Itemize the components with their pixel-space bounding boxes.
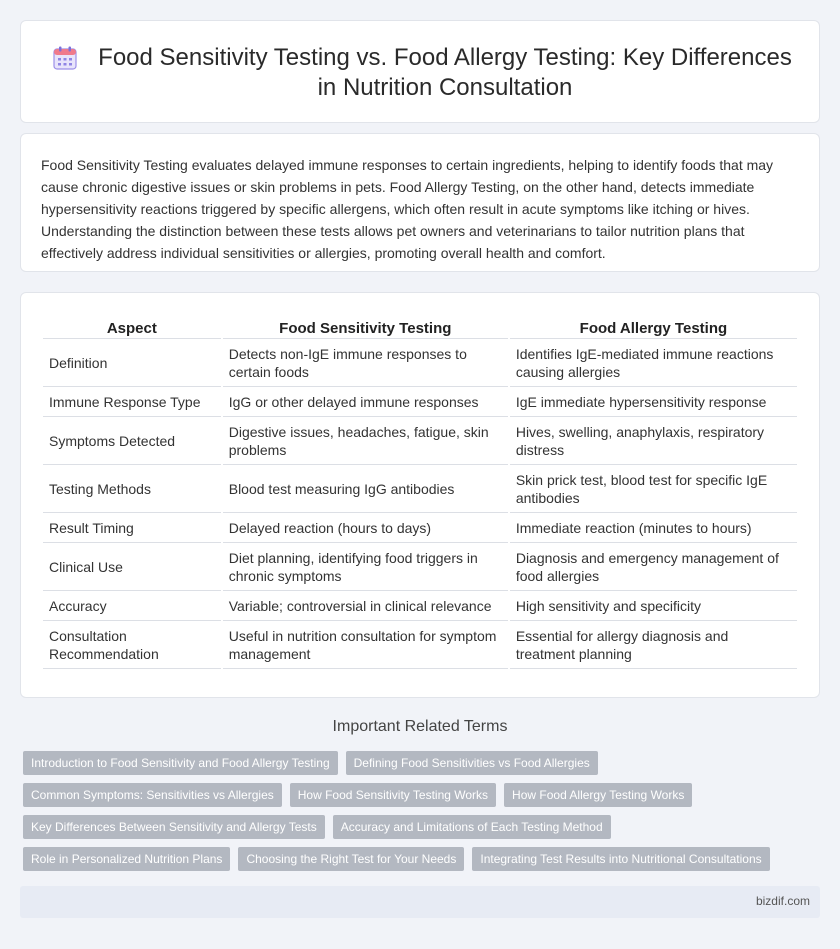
related-term-tag[interactable]: Defining Food Sensitivities vs Food Allergies [346, 751, 598, 775]
related-term-tag[interactable]: Role in Personalized Nutrition Plans [23, 847, 230, 871]
table-cell: Accuracy [43, 591, 221, 621]
related-term-tag[interactable]: Accuracy and Limitations of Each Testing Method [333, 815, 611, 839]
table-row [43, 621, 797, 669]
site-name[interactable]: bizdif.com [755, 894, 810, 908]
table-cell: Immune Response Type [43, 387, 221, 417]
intro-card [20, 133, 820, 272]
column-header-sensitivity: Food Sensitivity Testing [223, 315, 508, 339]
table-cell: Detects non-IgE immune responses to certain foods [223, 339, 508, 387]
table-cell: Consultation Recommendation [43, 621, 221, 669]
related-term-tag[interactable]: Common Symptoms: Sensitivities vs Allergies [23, 783, 282, 807]
header-card [20, 20, 820, 123]
table-cell: Diet planning, identifying food triggers in chronic symptoms [223, 543, 508, 591]
table-row [43, 417, 797, 465]
table-row [43, 465, 797, 513]
table-cell: IgG or other delayed immune responses [223, 387, 508, 417]
related-term-tag[interactable]: How Food Allergy Testing Works [504, 783, 692, 807]
intro-text: Food Sensitivity Testing evaluates delayed immune responses to certain ingredients, helping to identify foods that may cause chronic digestive issues or skin problems in pets. Food Allergy Testing, on the other hand, detects immediate hypersensitivity reactions triggered by specific allergens, which often result in acute symptoms like itching or hives. Understanding the distinction between these tests allows pet owners and veterinarians to tailor nutrition plans that effectively address individual sensitivities or allergies, promoting overall health and comfort. [41, 157, 774, 261]
related-term-tag[interactable]: Choosing the Right Test for Your Needs [238, 847, 464, 871]
table-cell: IgE immediate hypersensitivity response [510, 387, 797, 417]
table-cell: Delayed reaction (hours to days) [223, 513, 508, 543]
footer [20, 886, 820, 918]
column-header-aspect: Aspect [43, 315, 221, 339]
related-term-tag[interactable]: How Food Sensitivity Testing Works [290, 783, 496, 807]
page-title: Food Sensitivity Testing vs. Food Allergy Testing: Key Differences in Nutrition Consultation [98, 44, 792, 101]
table-cell: High sensitivity and specificity [510, 591, 797, 621]
table-cell: Diagnosis and emergency management of food allergies [510, 543, 797, 591]
table-cell: Testing Methods [43, 465, 221, 513]
comparison-card [20, 292, 820, 698]
related-term-tag[interactable]: Integrating Test Results into Nutritional Consultations [472, 847, 769, 871]
table-row [43, 339, 797, 387]
table-row [43, 591, 797, 621]
table-row [43, 513, 797, 543]
table-cell: Variable; controversial in clinical relevance [223, 591, 508, 621]
table-cell: Clinical Use [43, 543, 221, 591]
related-term-tag[interactable]: Key Differences Between Sensitivity and Allergy Tests [23, 815, 325, 839]
table-cell: Result Timing [43, 513, 221, 543]
table-cell: Blood test measuring IgG antibodies [223, 465, 508, 513]
table-cell: Useful in nutrition consultation for symptom management [223, 621, 508, 669]
table-cell: Essential for allergy diagnosis and treatment planning [510, 621, 797, 669]
table-cell: Immediate reaction (minutes to hours) [510, 513, 797, 543]
table-cell: Hives, swelling, anaphylaxis, respiratory distress [510, 417, 797, 465]
column-header-allergy: Food Allergy Testing [510, 315, 797, 339]
comparison-table [41, 315, 799, 669]
table-cell: Skin prick test, blood test for specific IgE antibodies [510, 465, 797, 513]
related-terms-list [23, 751, 823, 879]
related-terms-heading: Important Related Terms [332, 718, 508, 735]
table-cell: Identifies IgE-mediated immune reactions causing allergies [510, 339, 797, 387]
table-row [43, 543, 797, 591]
related-term-tag[interactable]: Introduction to Food Sensitivity and Food Allergy Testing [23, 751, 338, 775]
table-cell: Digestive issues, headaches, fatigue, skin problems [223, 417, 508, 465]
table-row [43, 387, 797, 417]
table-cell: Definition [43, 339, 221, 387]
table-cell: Symptoms Detected [43, 417, 221, 465]
